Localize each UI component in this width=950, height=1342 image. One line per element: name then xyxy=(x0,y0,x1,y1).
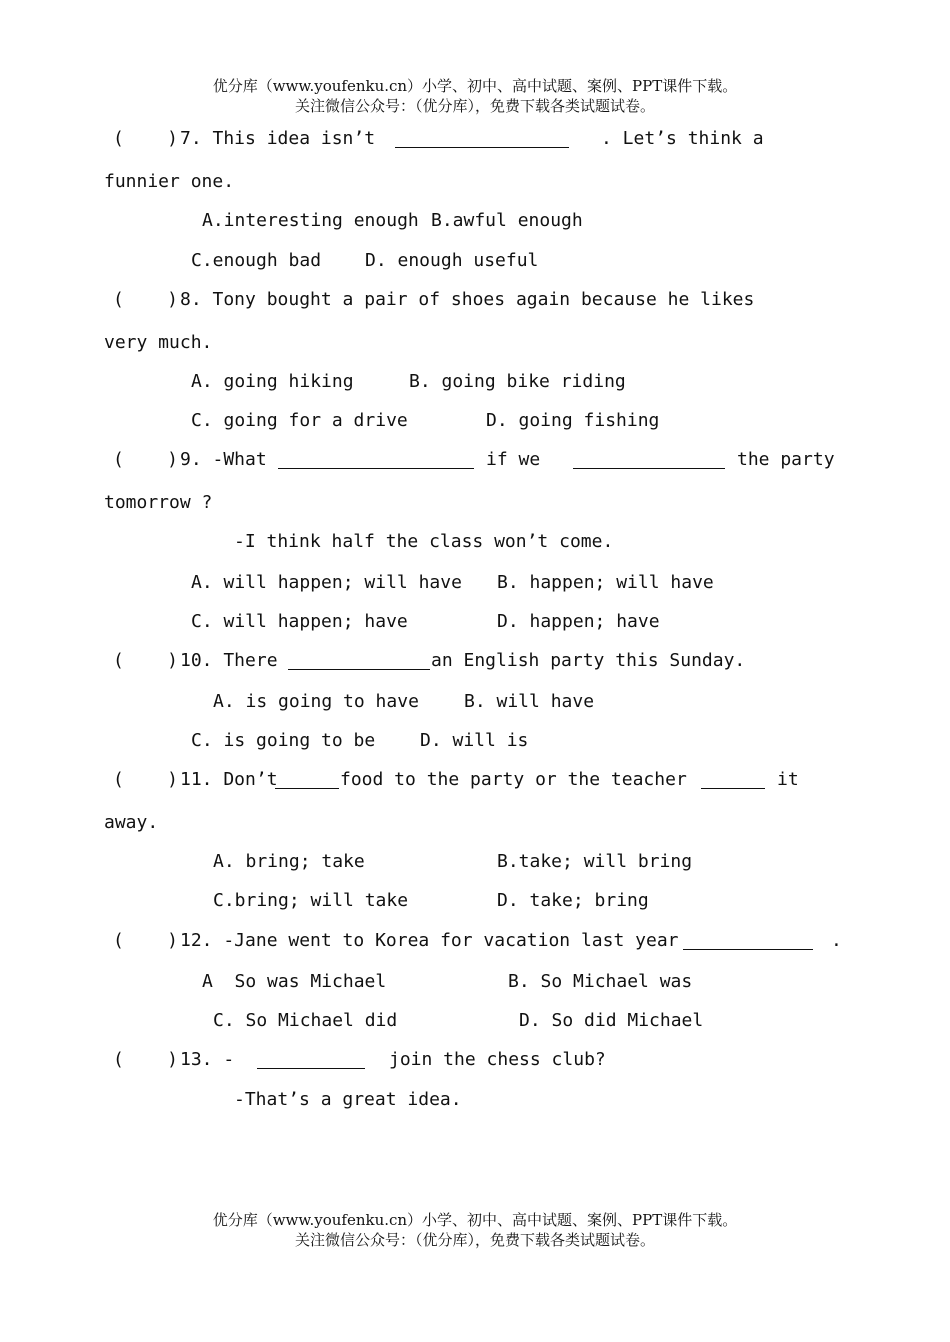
header-line-1: 优分库（www.youfenku.cn）小学、初中、高中试题、案例、PPT课件下载。 xyxy=(212,77,738,95)
q9-stem-mid: if we xyxy=(486,449,541,470)
q13-paren: ( ) xyxy=(113,1049,179,1070)
q10-option-d: D. will is xyxy=(420,730,529,751)
q12-stem-end: . xyxy=(831,930,842,951)
q9-stem-end: the party xyxy=(737,449,835,470)
q9-stem: 9. -What xyxy=(180,449,267,470)
q10-blank[interactable] xyxy=(288,653,430,670)
q8-option-c: C. going for a drive xyxy=(191,410,408,431)
q12-paren: ( ) xyxy=(113,930,179,951)
q11-stem-mid: food to the party or the teacher xyxy=(340,769,687,790)
q12-stem: 12. -Jane went to Korea for vacation last year xyxy=(180,930,679,951)
q8-paren: ( ) xyxy=(113,289,179,310)
q11-option-d: D. take; bring xyxy=(497,890,649,911)
q11-continuation: away. xyxy=(104,812,159,833)
q13-reply: -That’s a great idea. xyxy=(234,1089,462,1110)
q7-paren: ( ) xyxy=(113,128,179,149)
q10-paren: ( ) xyxy=(113,650,179,671)
footer-line-2: 关注微信公众号：（优分库），免费下载各类试题试卷。 xyxy=(294,1231,655,1249)
q7-option-c: C.enough bad xyxy=(191,250,322,271)
footer-line-1: 优分库（www.youfenku.cn）小学、初中、高中试题、案例、PPT课件下载。 xyxy=(212,1211,738,1229)
q10-option-a: A. is going to have xyxy=(213,691,419,712)
q10-stem: 10. There xyxy=(180,650,278,671)
q13-stem-end: join the chess club? xyxy=(389,1049,606,1070)
q8-option-b: B. going bike riding xyxy=(409,371,626,392)
q12-blank[interactable] xyxy=(683,933,813,950)
q9-reply: -I think half the class won’t come. xyxy=(234,531,614,552)
q9-blank-1[interactable] xyxy=(278,452,474,469)
q11-blank-2[interactable] xyxy=(701,772,765,789)
q10-option-b: B. will have xyxy=(464,691,595,712)
q9-option-a: A. will happen; will have xyxy=(191,572,462,593)
q9-option-c: C. will happen; have xyxy=(191,611,408,632)
q7-option-d: D. enough useful xyxy=(365,250,539,271)
q12-option-c: C. So Michael did xyxy=(213,1010,398,1031)
q11-blank-1[interactable] xyxy=(275,772,339,789)
q7-option-b: B.awful enough xyxy=(431,210,583,231)
q9-continuation: tomorrow ? xyxy=(104,492,213,513)
q10-stem-end: an English party this Sunday. xyxy=(431,650,746,671)
q12-option-a: A So was Michael xyxy=(202,971,387,992)
q12-option-b: B. So Michael was xyxy=(508,971,693,992)
q7-blank[interactable] xyxy=(395,131,569,148)
q11-stem: 11. Don’t xyxy=(180,769,278,790)
q8-option-a: A. going hiking xyxy=(191,371,354,392)
q11-option-b: B.take; will bring xyxy=(497,851,693,872)
q8-stem: 8. Tony bought a pair of shoes again because he likes xyxy=(180,289,755,310)
q13-blank[interactable] xyxy=(257,1052,365,1069)
q9-paren: ( ) xyxy=(113,449,179,470)
q7-continuation: funnier one. xyxy=(104,171,235,192)
q7-stem: 7. This idea isn’t xyxy=(180,128,376,149)
q7-stem-end: . Let’s think a xyxy=(601,128,764,149)
q11-stem-end: it xyxy=(777,769,799,790)
q11-option-a: A. bring; take xyxy=(213,851,365,872)
q11-paren: ( ) xyxy=(113,769,179,790)
q11-option-c: C.bring; will take xyxy=(213,890,409,911)
q8-continuation: very much. xyxy=(104,332,213,353)
header-line-2: 关注微信公众号：（优分库），免费下载各类试题试卷。 xyxy=(294,97,655,115)
q9-option-b: B. happen; will have xyxy=(497,572,714,593)
q9-option-d: D. happen; have xyxy=(497,611,660,632)
q13-stem: 13. - xyxy=(180,1049,235,1070)
q7-option-a: A.interesting enough xyxy=(202,210,419,231)
q9-blank-2[interactable] xyxy=(573,452,725,469)
q12-option-d: D. So did Michael xyxy=(519,1010,704,1031)
q8-option-d: D. going fishing xyxy=(486,410,660,431)
q10-option-c: C. is going to be xyxy=(191,730,376,751)
